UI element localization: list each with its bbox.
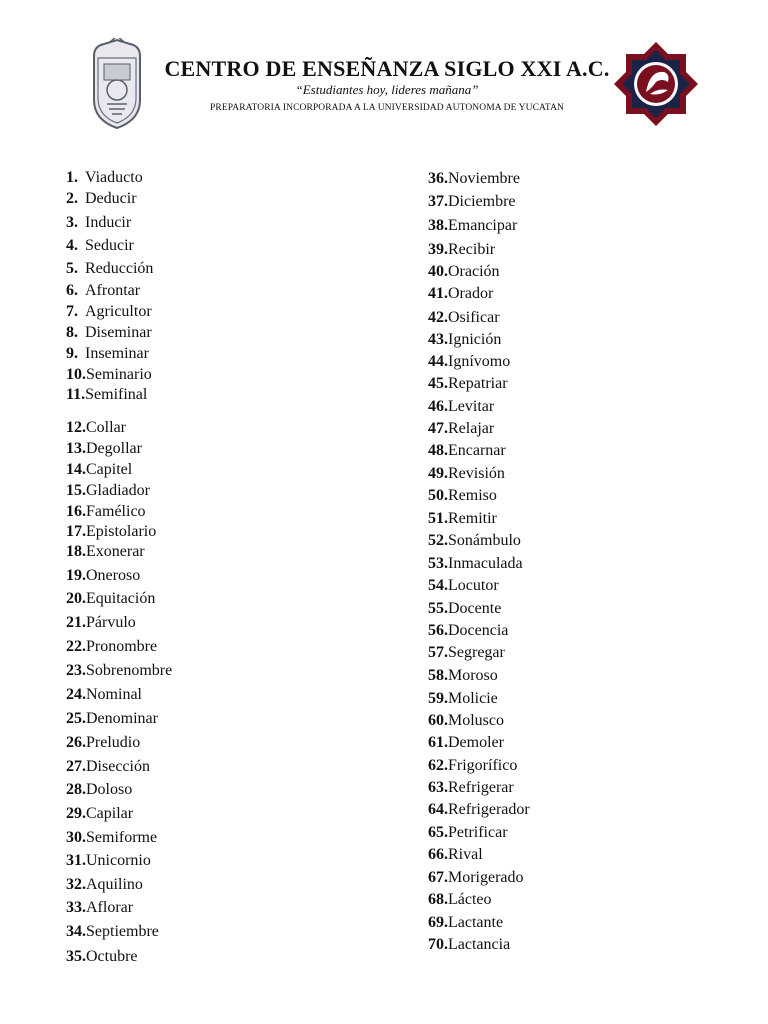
item-word: Agricultor: [85, 303, 152, 320]
item-word: Seminario: [86, 366, 152, 383]
item-number: 57.: [428, 644, 448, 661]
item-number: 52.: [428, 532, 448, 549]
item-word: Semifinal: [85, 386, 148, 403]
word-list-item: [66, 566, 140, 586]
item-number: 1.: [66, 169, 78, 186]
item-word: Viaducto: [85, 169, 143, 186]
item-word: Nominal: [86, 686, 142, 703]
item-number: 43.: [428, 331, 448, 348]
word-list-item: [66, 344, 149, 364]
item-number: 28.: [66, 781, 86, 798]
word-list-item: [428, 913, 503, 933]
item-word: Lácteo: [448, 891, 492, 908]
item-word: Frigorífico: [448, 757, 518, 774]
word-list-item: [428, 352, 510, 372]
word-list-item: [66, 851, 151, 871]
item-word: Noviembre: [448, 170, 520, 187]
item-word: Disección: [86, 758, 150, 775]
item-word: Molusco: [448, 712, 504, 729]
word-list-item: [66, 323, 152, 343]
item-number: 4.: [66, 237, 78, 254]
affiliation-line: PREPARATORIA INCORPORADA A LA UNIVERSIDAD AUTONOMA DE YUCATAN: [210, 103, 564, 113]
word-list-item: [66, 875, 143, 895]
word-list-item: [66, 502, 146, 522]
item-number: 47.: [428, 420, 448, 437]
school-motto: “Estudiantes hoy, lideres mañana”: [295, 82, 479, 97]
item-number: 14.: [66, 461, 86, 478]
word-list-item: [428, 733, 504, 753]
word-list-item: [428, 330, 501, 350]
item-word: Morigerado: [448, 869, 524, 886]
word-list-item: [66, 589, 155, 609]
item-word: Afrontar: [85, 282, 141, 299]
item-word: Denominar: [86, 710, 158, 727]
item-word: Sobrenombre: [86, 662, 173, 679]
item-number: 54.: [428, 577, 448, 594]
item-word: Gladiador: [86, 482, 150, 499]
word-list-item: [428, 374, 508, 394]
word-list-item: [428, 868, 524, 888]
item-word: Rival: [448, 846, 483, 863]
item-number: 20.: [66, 590, 86, 607]
item-number: 45.: [428, 375, 448, 392]
item-number: 60.: [428, 712, 448, 729]
word-list-item: [66, 828, 157, 848]
item-word: Ignívomo: [448, 353, 511, 370]
word-list-item: [428, 554, 523, 574]
item-word: Sonámbulo: [448, 532, 521, 549]
word-list-item: [66, 439, 142, 459]
item-word: Capitel: [86, 461, 133, 478]
item-word: Lactancia: [448, 936, 511, 953]
item-word: Relajar: [448, 420, 495, 437]
word-list-item: [66, 385, 147, 405]
word-list-item: [428, 464, 505, 484]
item-number: 37.: [428, 193, 448, 210]
item-number: 33.: [66, 899, 86, 916]
item-number: 39.: [428, 241, 448, 258]
item-number: 64.: [428, 801, 448, 818]
word-list-item: [66, 168, 143, 188]
item-word: Segregar: [448, 644, 505, 661]
item-word: Collar: [86, 419, 126, 436]
word-list-item: [428, 284, 493, 304]
item-word: Inseminar: [85, 345, 149, 362]
word-list-item: [428, 689, 498, 709]
item-word: Molicie: [448, 690, 498, 707]
item-word: Seducir: [85, 237, 134, 254]
word-list-item: [66, 236, 134, 256]
item-word: Emancipar: [448, 217, 518, 234]
item-word: Revisión: [448, 465, 505, 482]
item-number: 66.: [428, 846, 448, 863]
word-list-item: [66, 189, 137, 209]
item-number: 22.: [66, 638, 86, 655]
item-word: Remiso: [448, 487, 497, 504]
word-list-item: [428, 845, 483, 865]
item-number: 63.: [428, 779, 448, 796]
word-list-item: [428, 756, 517, 776]
item-number: 2.: [66, 190, 78, 207]
item-word: Capilar: [86, 805, 134, 822]
word-list-item: [66, 733, 140, 753]
item-number: 25.: [66, 710, 86, 727]
word-list-item: [66, 481, 150, 501]
item-word: Semiforme: [86, 829, 158, 846]
item-number: 19.: [66, 567, 86, 584]
word-list-right: [428, 0, 728, 1024]
item-word: Osificar: [448, 309, 500, 326]
word-list-item: [66, 418, 126, 438]
word-list-item: [66, 542, 145, 562]
word-list-item: [428, 643, 505, 663]
word-list-item: [428, 599, 501, 619]
item-number: 9.: [66, 345, 78, 362]
item-number: 3.: [66, 214, 78, 231]
word-list-item: [428, 441, 506, 461]
word-list-item: [428, 711, 504, 731]
item-number: 36.: [428, 170, 448, 187]
word-list-item: [66, 780, 132, 800]
item-number: 50.: [428, 487, 448, 504]
item-number: 49.: [428, 465, 448, 482]
word-list-item: [428, 192, 516, 212]
item-word: Famélico: [86, 503, 146, 520]
item-number: 51.: [428, 510, 448, 527]
word-list-item: [66, 922, 159, 942]
word-list-item: [428, 397, 494, 417]
item-number: 69.: [428, 914, 448, 931]
item-word: Refrigerar: [448, 779, 514, 796]
item-number: 17.: [66, 523, 86, 540]
word-list-item: [66, 213, 131, 233]
item-word: Inducir: [85, 214, 132, 231]
item-word: Encarnar: [448, 442, 506, 459]
item-word: Pronombre: [86, 638, 158, 655]
item-number: 40.: [428, 263, 448, 280]
word-list-item: [428, 419, 494, 439]
word-list-item: [428, 531, 521, 551]
word-list-item: [66, 685, 142, 705]
item-number: 16.: [66, 503, 86, 520]
word-list-item: [66, 804, 133, 824]
word-list-item: [428, 262, 500, 282]
item-word: Demoler: [448, 734, 504, 751]
item-word: Orador: [448, 285, 494, 302]
item-number: 15.: [66, 482, 86, 499]
item-number: 46.: [428, 398, 448, 415]
item-number: 24.: [66, 686, 86, 703]
item-word: Degollar: [86, 440, 142, 457]
item-word: Equitación: [86, 590, 156, 607]
item-number: 34.: [66, 923, 86, 940]
word-list-item: [66, 661, 172, 681]
word-list-item: [428, 778, 514, 798]
item-word: Refrigerador: [448, 801, 530, 818]
item-word: Oneroso: [86, 567, 141, 584]
word-list-item: [428, 666, 498, 686]
word-list-item: [428, 240, 495, 260]
item-word: Docente: [448, 600, 502, 617]
item-number: 41.: [428, 285, 448, 302]
item-word: Levitar: [448, 398, 495, 415]
item-number: 29.: [66, 805, 86, 822]
item-word: Recibir: [448, 241, 496, 258]
word-list-item: [66, 709, 158, 729]
word-list-item: [428, 890, 492, 910]
item-number: 31.: [66, 852, 86, 869]
item-number: 42.: [428, 309, 448, 326]
word-list-item: [428, 621, 508, 641]
item-word: Octubre: [86, 948, 138, 965]
word-list-item: [66, 898, 133, 918]
item-word: Doloso: [86, 781, 133, 798]
word-list-item: [428, 823, 508, 843]
word-list-item: [428, 576, 499, 596]
item-number: 38.: [428, 217, 448, 234]
word-list-left: [66, 0, 366, 1024]
item-word: Remitir: [448, 510, 497, 527]
word-list-item: [428, 935, 510, 955]
item-word: Aflorar: [86, 899, 134, 916]
word-list-item: [428, 308, 500, 328]
item-word: Párvulo: [86, 614, 136, 631]
item-number: 32.: [66, 876, 86, 893]
word-list-item: [66, 637, 157, 657]
item-number: 12.: [66, 419, 86, 436]
item-number: 21.: [66, 614, 86, 631]
word-list-item: [428, 169, 520, 189]
school-name: CENTRO DE ENSEÑANZA SIGLO XXI A.C.: [164, 56, 610, 81]
item-number: 65.: [428, 824, 448, 841]
word-list-item: [66, 613, 136, 633]
item-number: 62.: [428, 757, 448, 774]
item-word: Epistolario: [86, 523, 157, 540]
word-list-item: [66, 365, 152, 385]
word-list-item: [66, 522, 156, 542]
item-word: Moroso: [448, 667, 498, 684]
item-number: 67.: [428, 869, 448, 886]
item-number: 26.: [66, 734, 86, 751]
word-list-item: [428, 509, 497, 529]
item-word: Deducir: [85, 190, 137, 207]
item-word: Septiembre: [86, 923, 159, 940]
item-word: Petrificar: [448, 824, 508, 841]
item-number: 13.: [66, 440, 86, 457]
word-list-item: [66, 757, 150, 777]
item-number: 11.: [66, 386, 86, 403]
item-number: 30.: [66, 829, 86, 846]
item-word: Oración: [448, 263, 500, 280]
item-number: 7.: [66, 303, 78, 320]
item-number: 44.: [428, 353, 448, 370]
item-word: Repatriar: [448, 375, 508, 392]
word-list-item: [66, 281, 140, 301]
item-number: 56.: [428, 622, 448, 639]
item-number: 55.: [428, 600, 448, 617]
item-number: 70.: [428, 936, 448, 953]
word-list-item: [428, 800, 530, 820]
word-list-item: [428, 486, 497, 506]
item-number: 53.: [428, 555, 448, 572]
item-word: Aquilino: [86, 876, 143, 893]
item-word: Diseminar: [85, 324, 152, 341]
item-word: Lactante: [448, 914, 504, 931]
item-number: 59.: [428, 690, 448, 707]
word-list-item: [66, 259, 153, 279]
item-number: 5.: [66, 260, 78, 277]
item-word: Diciembre: [448, 193, 516, 210]
item-number: 35.: [66, 948, 86, 965]
item-number: 68.: [428, 891, 448, 908]
item-word: Exonerar: [86, 543, 145, 560]
word-list-item: [428, 216, 517, 236]
item-word: Preludio: [86, 734, 141, 751]
item-number: 61.: [428, 734, 448, 751]
item-number: 23.: [66, 662, 86, 679]
item-word: Locutor: [448, 577, 499, 594]
item-number: 8.: [66, 324, 78, 341]
word-list-item: [66, 460, 132, 480]
item-word: Unicornio: [86, 852, 151, 869]
item-number: 48.: [428, 442, 448, 459]
item-number: 10.: [66, 366, 86, 383]
item-number: 18.: [66, 543, 86, 560]
item-number: 27.: [66, 758, 86, 775]
item-word: Inmaculada: [448, 555, 523, 572]
item-number: 6.: [66, 282, 78, 299]
item-word: Docencia: [448, 622, 509, 639]
word-list-item: [66, 302, 152, 322]
item-word: Reducción: [85, 260, 154, 277]
item-word: Ignición: [448, 331, 502, 348]
item-number: 58.: [428, 667, 448, 684]
word-list-item: [66, 947, 138, 967]
